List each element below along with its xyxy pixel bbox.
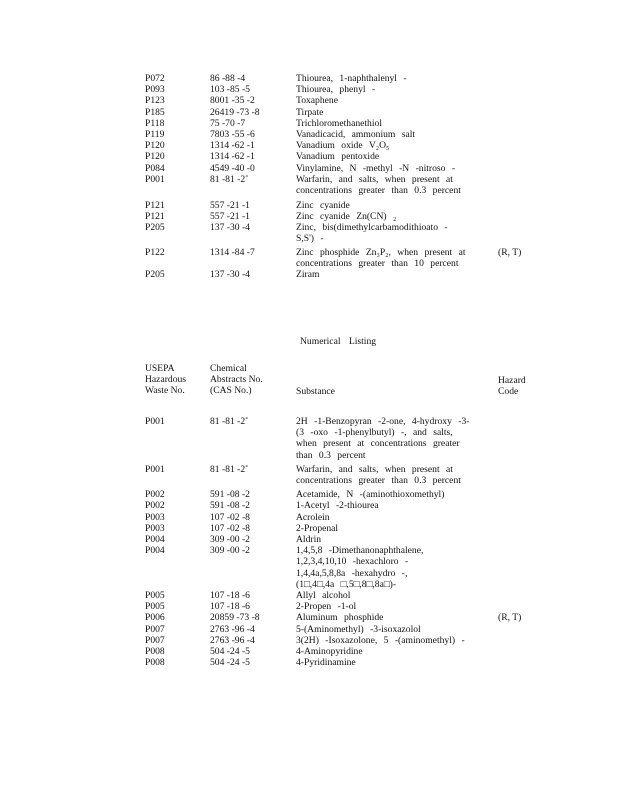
- substance-name: [296, 601, 488, 612]
- cas-number: 7803 -55 -6: [210, 129, 255, 140]
- waste-code: P120: [145, 151, 165, 163]
- waste-code: P003: [145, 522, 165, 534]
- substance-line: Zinc cyanide: [296, 199, 350, 211]
- substance-line: than 0.3 percent: [296, 449, 366, 461]
- waste-code: P006: [145, 612, 165, 624]
- substance-name: [296, 489, 488, 500]
- substance-line: Toxaphene: [296, 95, 338, 107]
- waste-code: P121: [145, 211, 165, 222]
- waste-code: P005: [145, 590, 165, 601]
- substance-name: [296, 590, 488, 601]
- waste-code: P123: [145, 95, 165, 107]
- substance-line: 1,4,4a,5,8,8a -hexahydro -,: [296, 567, 408, 579]
- substance-line: 3(2H) -Isoxazolone, 5 -(aminomethyl) -: [296, 634, 465, 646]
- cas-number: 75 -70 -7: [210, 117, 246, 129]
- substance-line: 1,4,5,8 -Dimethanonaphthalene,: [296, 545, 424, 557]
- waste-code: P122: [145, 246, 165, 258]
- cas-number: 8001 -35 -2: [210, 95, 255, 107]
- cas-number: 107 -02 -8: [210, 511, 250, 523]
- substance-line: 2-Propenal: [296, 522, 339, 534]
- substance-name: [296, 73, 488, 84]
- substance-line: 2H -1-Benzopyran -2-one, 4-hydroxy -3-: [296, 416, 470, 427]
- waste-code: P003: [145, 511, 165, 523]
- substance-line: Vinylamine, N -methyl -N -nitroso -: [296, 162, 456, 174]
- substance-name: [296, 545, 488, 590]
- substance-line: when present at concentrations greater: [296, 438, 460, 450]
- cas-number: 20859 -73 -8: [210, 612, 260, 624]
- waste-code: P005: [145, 601, 165, 613]
- cas-number: 309 -00 -2: [210, 534, 250, 545]
- substance-name: [296, 512, 488, 523]
- waste-code: P001: [145, 416, 165, 427]
- substance-name: [296, 624, 488, 635]
- substance-line: Allyl alcohol: [296, 590, 351, 601]
- substance-name: [296, 646, 488, 657]
- substance-name: [296, 416, 488, 461]
- header-cas-no: Chemical Abstracts No. (CAS No.): [210, 363, 263, 397]
- substance-line: Warfarin, and salts, when present at: [296, 463, 453, 475]
- substance-line: 5-(Aminomethyl) -3-isoxazolol: [296, 623, 421, 635]
- substance-name: [296, 247, 488, 269]
- substance-line: concentrations greater than 10 percent: [296, 257, 459, 269]
- substance-name: [296, 140, 488, 151]
- substance-name: [296, 84, 488, 95]
- substance-name: [296, 464, 488, 486]
- cas-number: 81 -81 -2˚: [210, 463, 249, 475]
- substance-line: Trichloromethanethiol: [296, 117, 382, 129]
- substance-name: [296, 174, 488, 196]
- waste-code: P004: [145, 534, 165, 545]
- waste-code: P205: [145, 269, 165, 280]
- substance-name: [296, 269, 488, 280]
- waste-code: P121: [145, 199, 165, 211]
- substance-name: [296, 151, 488, 162]
- cas-number: 309 -00 -2: [210, 545, 250, 557]
- cas-number: 591 -08 -2: [210, 489, 250, 501]
- cas-number: 2763 -96 -4: [210, 634, 255, 646]
- cas-number: 591 -08 -2: [210, 500, 250, 512]
- substance-line: concentrations greater than 0.3 percent: [296, 474, 461, 486]
- waste-code: P007: [145, 634, 165, 646]
- cas-number: 81 -81 -2˚: [210, 173, 249, 185]
- hazard-code: (R, T): [498, 246, 522, 258]
- cas-number: 103 -85 -5: [210, 84, 250, 96]
- cas-number: 86 -88 -4: [210, 73, 246, 84]
- header-substance: Substance: [296, 386, 335, 397]
- section-title: Numerical Listing: [300, 336, 377, 347]
- substance-name: [296, 612, 488, 623]
- cas-number: 2763 -96 -4: [210, 623, 255, 635]
- substance-line: Ziram: [296, 269, 320, 280]
- substance-line: Aldrin: [296, 534, 322, 545]
- cas-number: 1314 -84 -7: [210, 246, 255, 258]
- waste-code: P120: [145, 140, 165, 152]
- substance-line: Acrolein: [296, 511, 330, 523]
- substance-name: [296, 523, 488, 534]
- cas-number: 81 -81 -2˚: [210, 416, 249, 427]
- substance-line: Vanadicacid, ammonium salt: [296, 129, 416, 140]
- waste-code: P008: [145, 646, 165, 657]
- waste-code: P072: [145, 73, 165, 84]
- substance-name: [296, 500, 488, 511]
- cas-number: 1314 -62 -1: [210, 151, 255, 163]
- cas-number: 26419 -73 -8: [210, 106, 260, 118]
- waste-code: P185: [145, 106, 165, 118]
- substance-name: [296, 211, 488, 222]
- substance-line: 2-Propen -1-ol: [296, 601, 357, 613]
- substance-line: 4-Aminopyridine: [296, 646, 363, 657]
- substance-line: (3 -oxo -1-phenylbutyl) -, and salts,: [296, 427, 453, 439]
- cas-number: 137 -30 -4: [210, 222, 250, 234]
- waste-code: P001: [145, 173, 165, 185]
- substance-line: Zinc, bis(dimethylcarbamodithioato -: [296, 222, 448, 234]
- cas-number: 107 -18 -6: [210, 590, 250, 601]
- substance-name: [296, 163, 488, 174]
- substance-line: Tirpate: [296, 106, 324, 118]
- substance-line: Acetamide, N -(aminothioxomethyl): [296, 489, 445, 501]
- substance-line: S,S') -: [296, 233, 324, 245]
- cas-number: 107 -02 -8: [210, 522, 250, 534]
- substance-line: 4-Pyridinamine: [296, 657, 356, 669]
- substance-name: [296, 657, 488, 668]
- cas-number: 137 -30 -4: [210, 269, 250, 280]
- cas-number: 557 -21 -1: [210, 199, 250, 211]
- substance-line: 1,2,3,4,10,10 -hexachloro -: [296, 556, 409, 568]
- substance-line: Thiourea, 1-naphthalenyl -: [296, 73, 407, 84]
- waste-code: P007: [145, 623, 165, 635]
- waste-code: P205: [145, 222, 165, 234]
- cas-number: 504 -24 -5: [210, 657, 250, 669]
- waste-code: P119: [145, 129, 165, 140]
- substance-line: concentrations greater than 0.3 percent: [296, 184, 461, 196]
- substance-name: [296, 222, 488, 244]
- substance-name: [296, 95, 488, 106]
- substance-name: [296, 118, 488, 129]
- substance-line: Zinc phosphide Zn₃P₂, when present at: [296, 246, 466, 258]
- substance-line: Thiourea, phenyl -: [296, 84, 376, 96]
- header-usepa-waste-no: USEPA Hazardous Waste No.: [145, 363, 187, 397]
- substance-name: [296, 534, 488, 545]
- waste-code: P084: [145, 162, 165, 174]
- waste-code: P118: [145, 117, 165, 129]
- substance-name: [296, 107, 488, 118]
- substance-line: (1□,4□,4a □,5□,8□,8a□)-: [296, 578, 397, 590]
- waste-code: P008: [145, 657, 165, 669]
- substance-line: Warfarin, and salts, when present at: [296, 173, 453, 185]
- hazard-code: (R, T): [498, 612, 522, 624]
- substance-name: [296, 200, 488, 211]
- header-hazard-code: Hazard Code: [498, 375, 526, 398]
- cas-number: 504 -24 -5: [210, 646, 250, 657]
- substance-name: [296, 129, 488, 140]
- waste-code: P002: [145, 500, 165, 512]
- cas-number: 1314 -62 -1: [210, 140, 255, 152]
- waste-code: P004: [145, 545, 165, 557]
- substance-name: [296, 635, 488, 646]
- substance-line: Vanadium oxide V₂O₅: [296, 140, 390, 152]
- substance-line: Aluminum phosphide: [296, 612, 384, 624]
- waste-code: P001: [145, 463, 165, 475]
- cas-number: 557 -21 -1: [210, 211, 250, 222]
- waste-code: P093: [145, 84, 165, 96]
- substance-line: 1-Acetyl -2-thiourea: [296, 500, 379, 512]
- cas-number: 4549 -40 -0: [210, 162, 255, 174]
- cas-number: 107 -18 -6: [210, 601, 250, 613]
- substance-line: Vanadium pentoxide: [296, 151, 380, 163]
- substance-line: Zinc cyanide Zn(CN) ₂: [296, 211, 397, 222]
- waste-code: P002: [145, 489, 165, 501]
